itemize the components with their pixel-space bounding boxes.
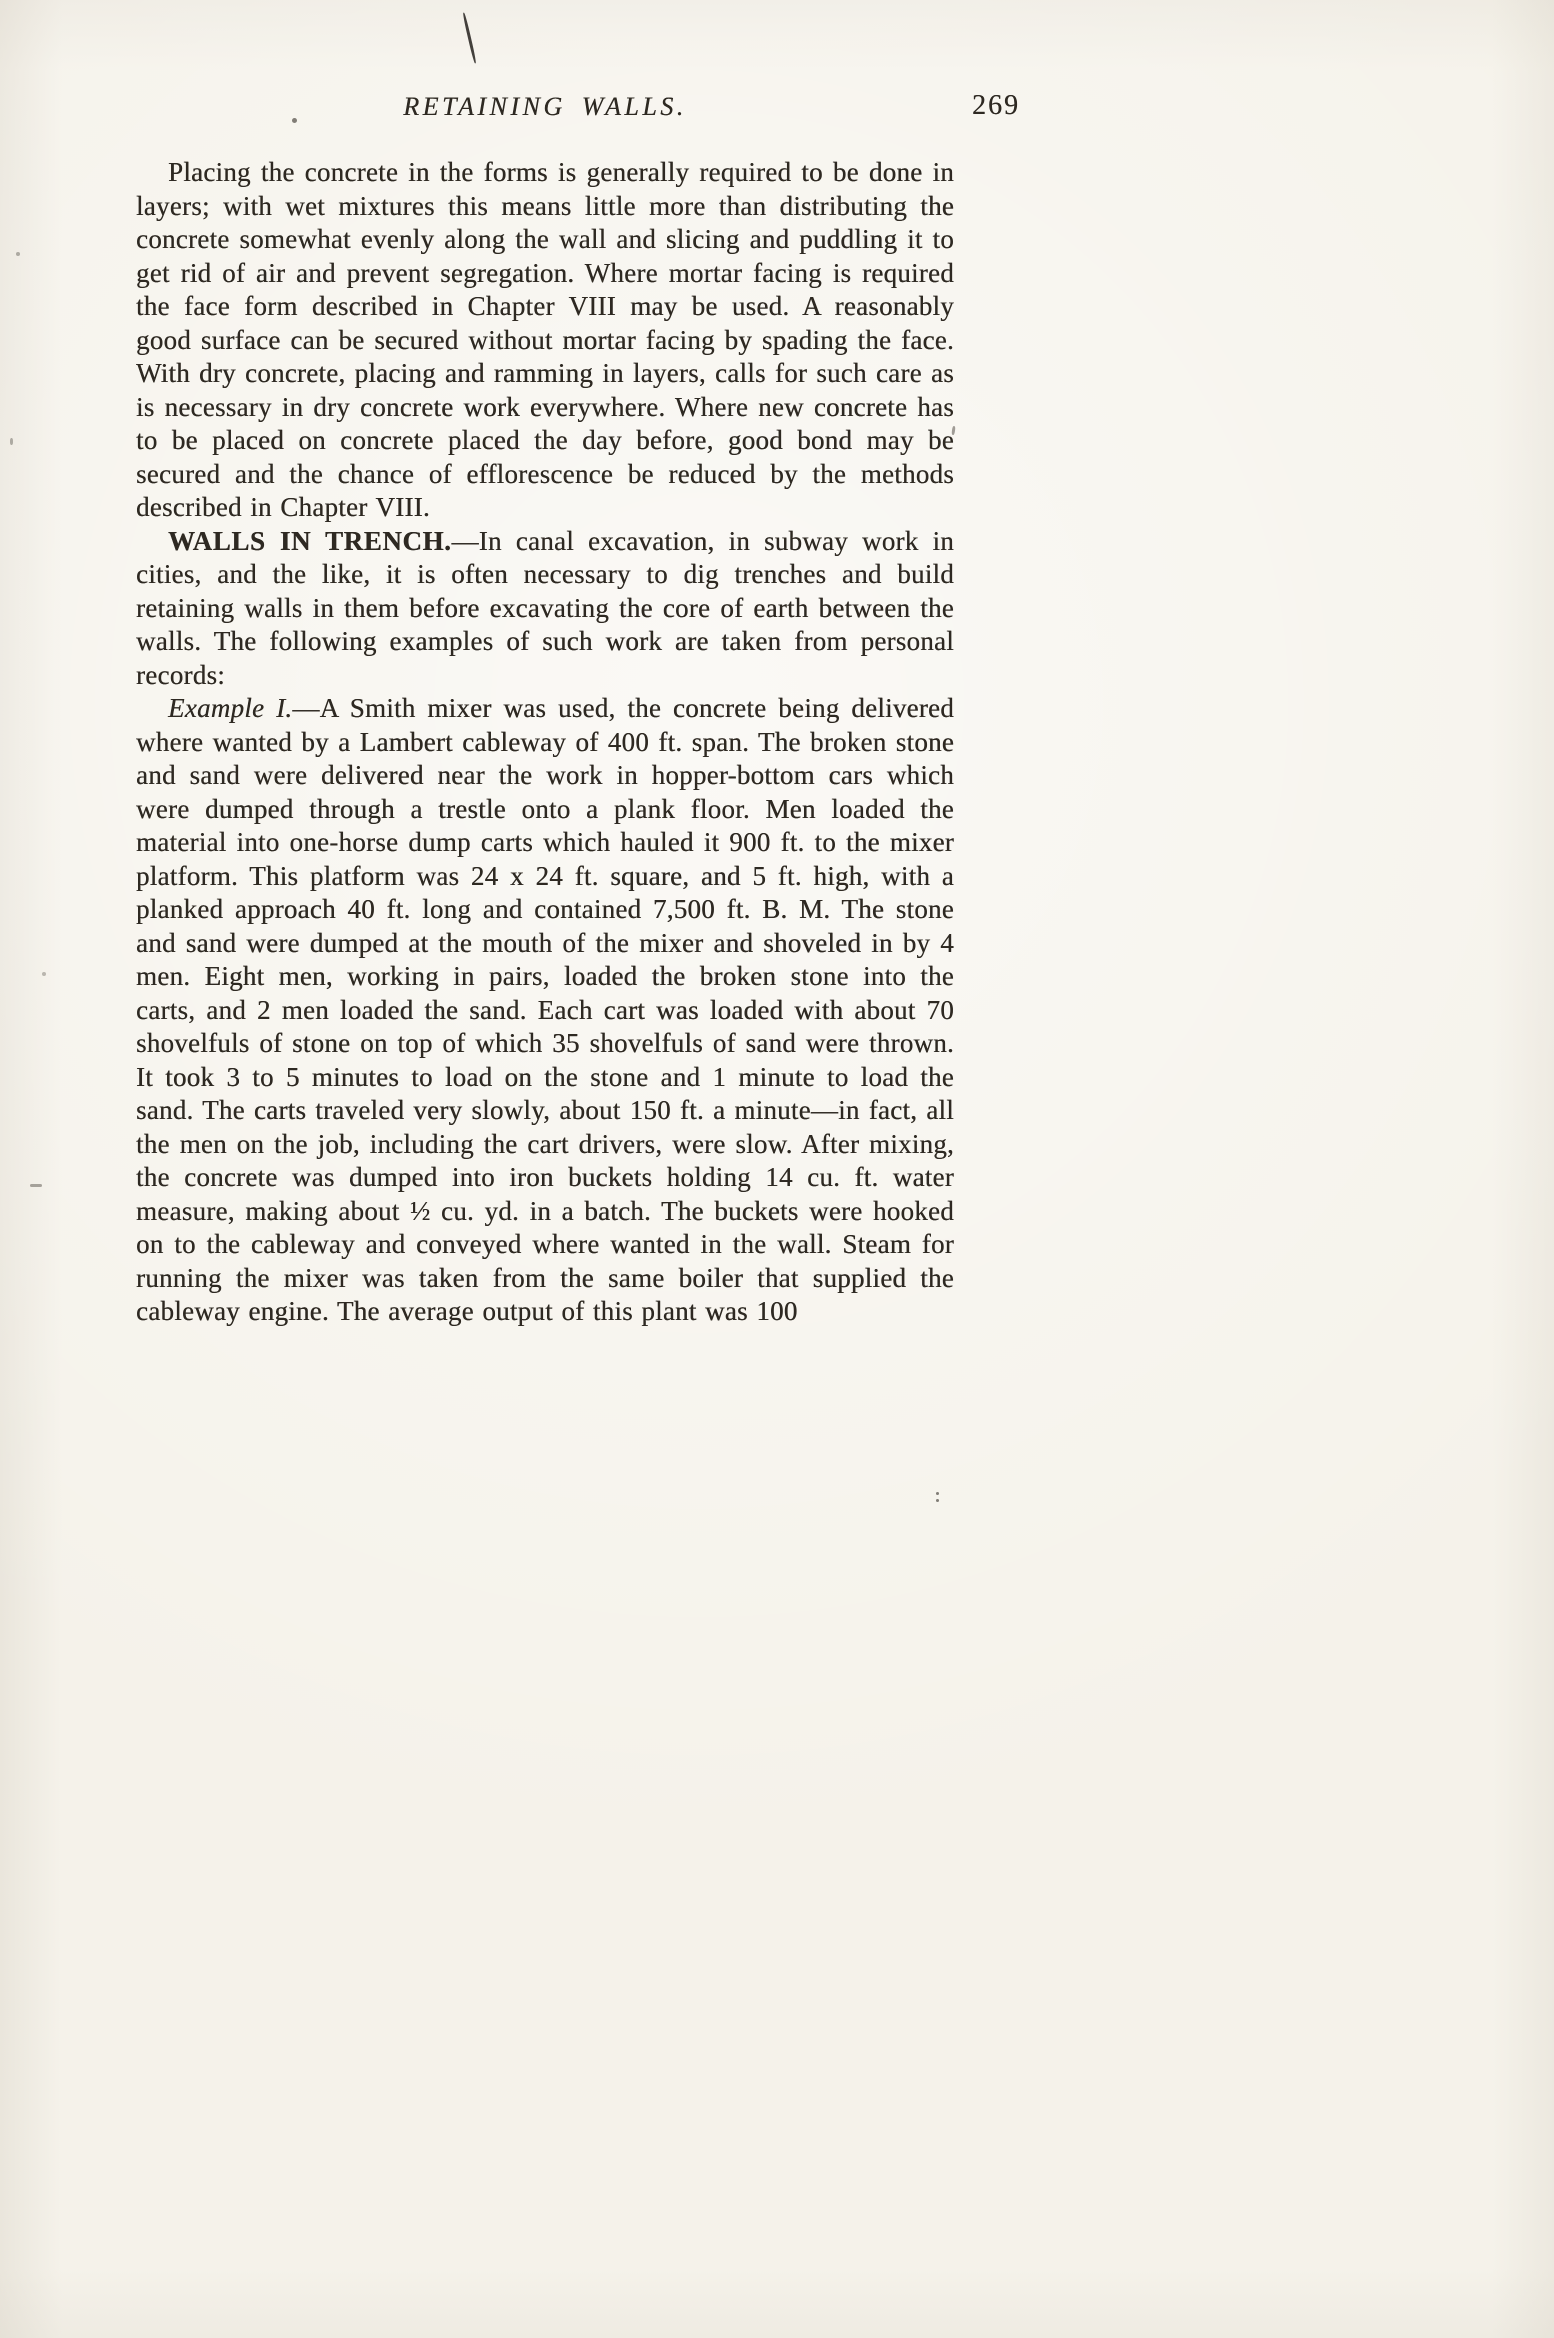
paragraph-example-1 — [136, 692, 954, 1329]
scan-speck — [16, 252, 20, 256]
scan-speck — [42, 972, 46, 976]
paragraph-walls-in-trench-text: —In canal excavation, in subway work in cities, and the like, it is often necessary to dig trenches and build retaining walls in them before excavating the core of earth between the walls. The following examples of such work are taken from personal records: — [136, 525, 954, 690]
scan-artifact-slash — [462, 12, 477, 63]
scan-speck — [30, 1184, 42, 1187]
running-title: RETAINING WALLS. — [403, 92, 687, 121]
page-number: 269 — [972, 90, 1020, 121]
section-heading-walls-in-trench: WALLS IN TRENCH. — [168, 525, 452, 556]
paragraph-placing-concrete-text: Placing the concrete in the forms is generally required to be done in layers; with wet mixtures this means little more than distributing the concrete somewhat evenly along the wall and slicing and puddling it to get rid of air and prevent segregation. Where mortar facing is required the face form described in Chapter VIII may be used. A reasonably good surface can be secured without mortar facing by spading the face. With dry concrete, placing and ramming in layers, calls for such care as is necessary in dry concrete work everywhere. Where new concrete has to be placed on concrete placed the day before, good bond may be secured and the chance of efflorescence be reduced by the methods described in Chapter VIII. — [136, 157, 954, 522]
text-block — [136, 156, 954, 1329]
example-1-label: Example I. — [168, 693, 293, 723]
paragraph-example-1-text: —A Smith mixer was used, the concrete being delivered where wanted by a Lambert cableway of 400 ft. span. The broken stone and sand were delivered near the work in hopper-bottom cars which were dumped through a trestle onto a plank floor. Men loaded the material into one-horse dump carts which hauled it 900 ft. to the mixer platform. This platform was 24 x 24 ft. square, and 5 ft. high, with a planked approach 40 ft. long and contained 7,500 ft. B. M. The stone and sand were dumped at the mouth of the mixer and shoveled in by 4 men. Eight men, working in pairs, loaded the broken stone into the carts, and 2 men loaded the sand. Each cart was loaded with about 70 shovelfuls of stone on top of which 35 shovelfuls of sand were thrown. It took 3 to 5 minutes to load on the stone and 1 minute to load the sand. The carts traveled very slowly, about 150 ft. a minute—in fact, all the men on the job, including the cart drivers, were slow. After mixing, the concrete was dumped into iron buckets holding 14 cu. ft. water measure, making about ½ cu. yd. in a batch. The buckets were hooked on to the cableway and conveyed where wanted in the wall. Steam for running the mixer was taken from the same boiler that supplied the cableway engine. The average output of this plant was 100 — [136, 693, 954, 1326]
scan-speck — [936, 1492, 939, 1495]
paragraph-walls-in-trench — [136, 525, 954, 693]
page-header — [136, 92, 1020, 132]
scan-speck — [10, 438, 13, 445]
paragraph-placing-concrete — [136, 156, 954, 525]
